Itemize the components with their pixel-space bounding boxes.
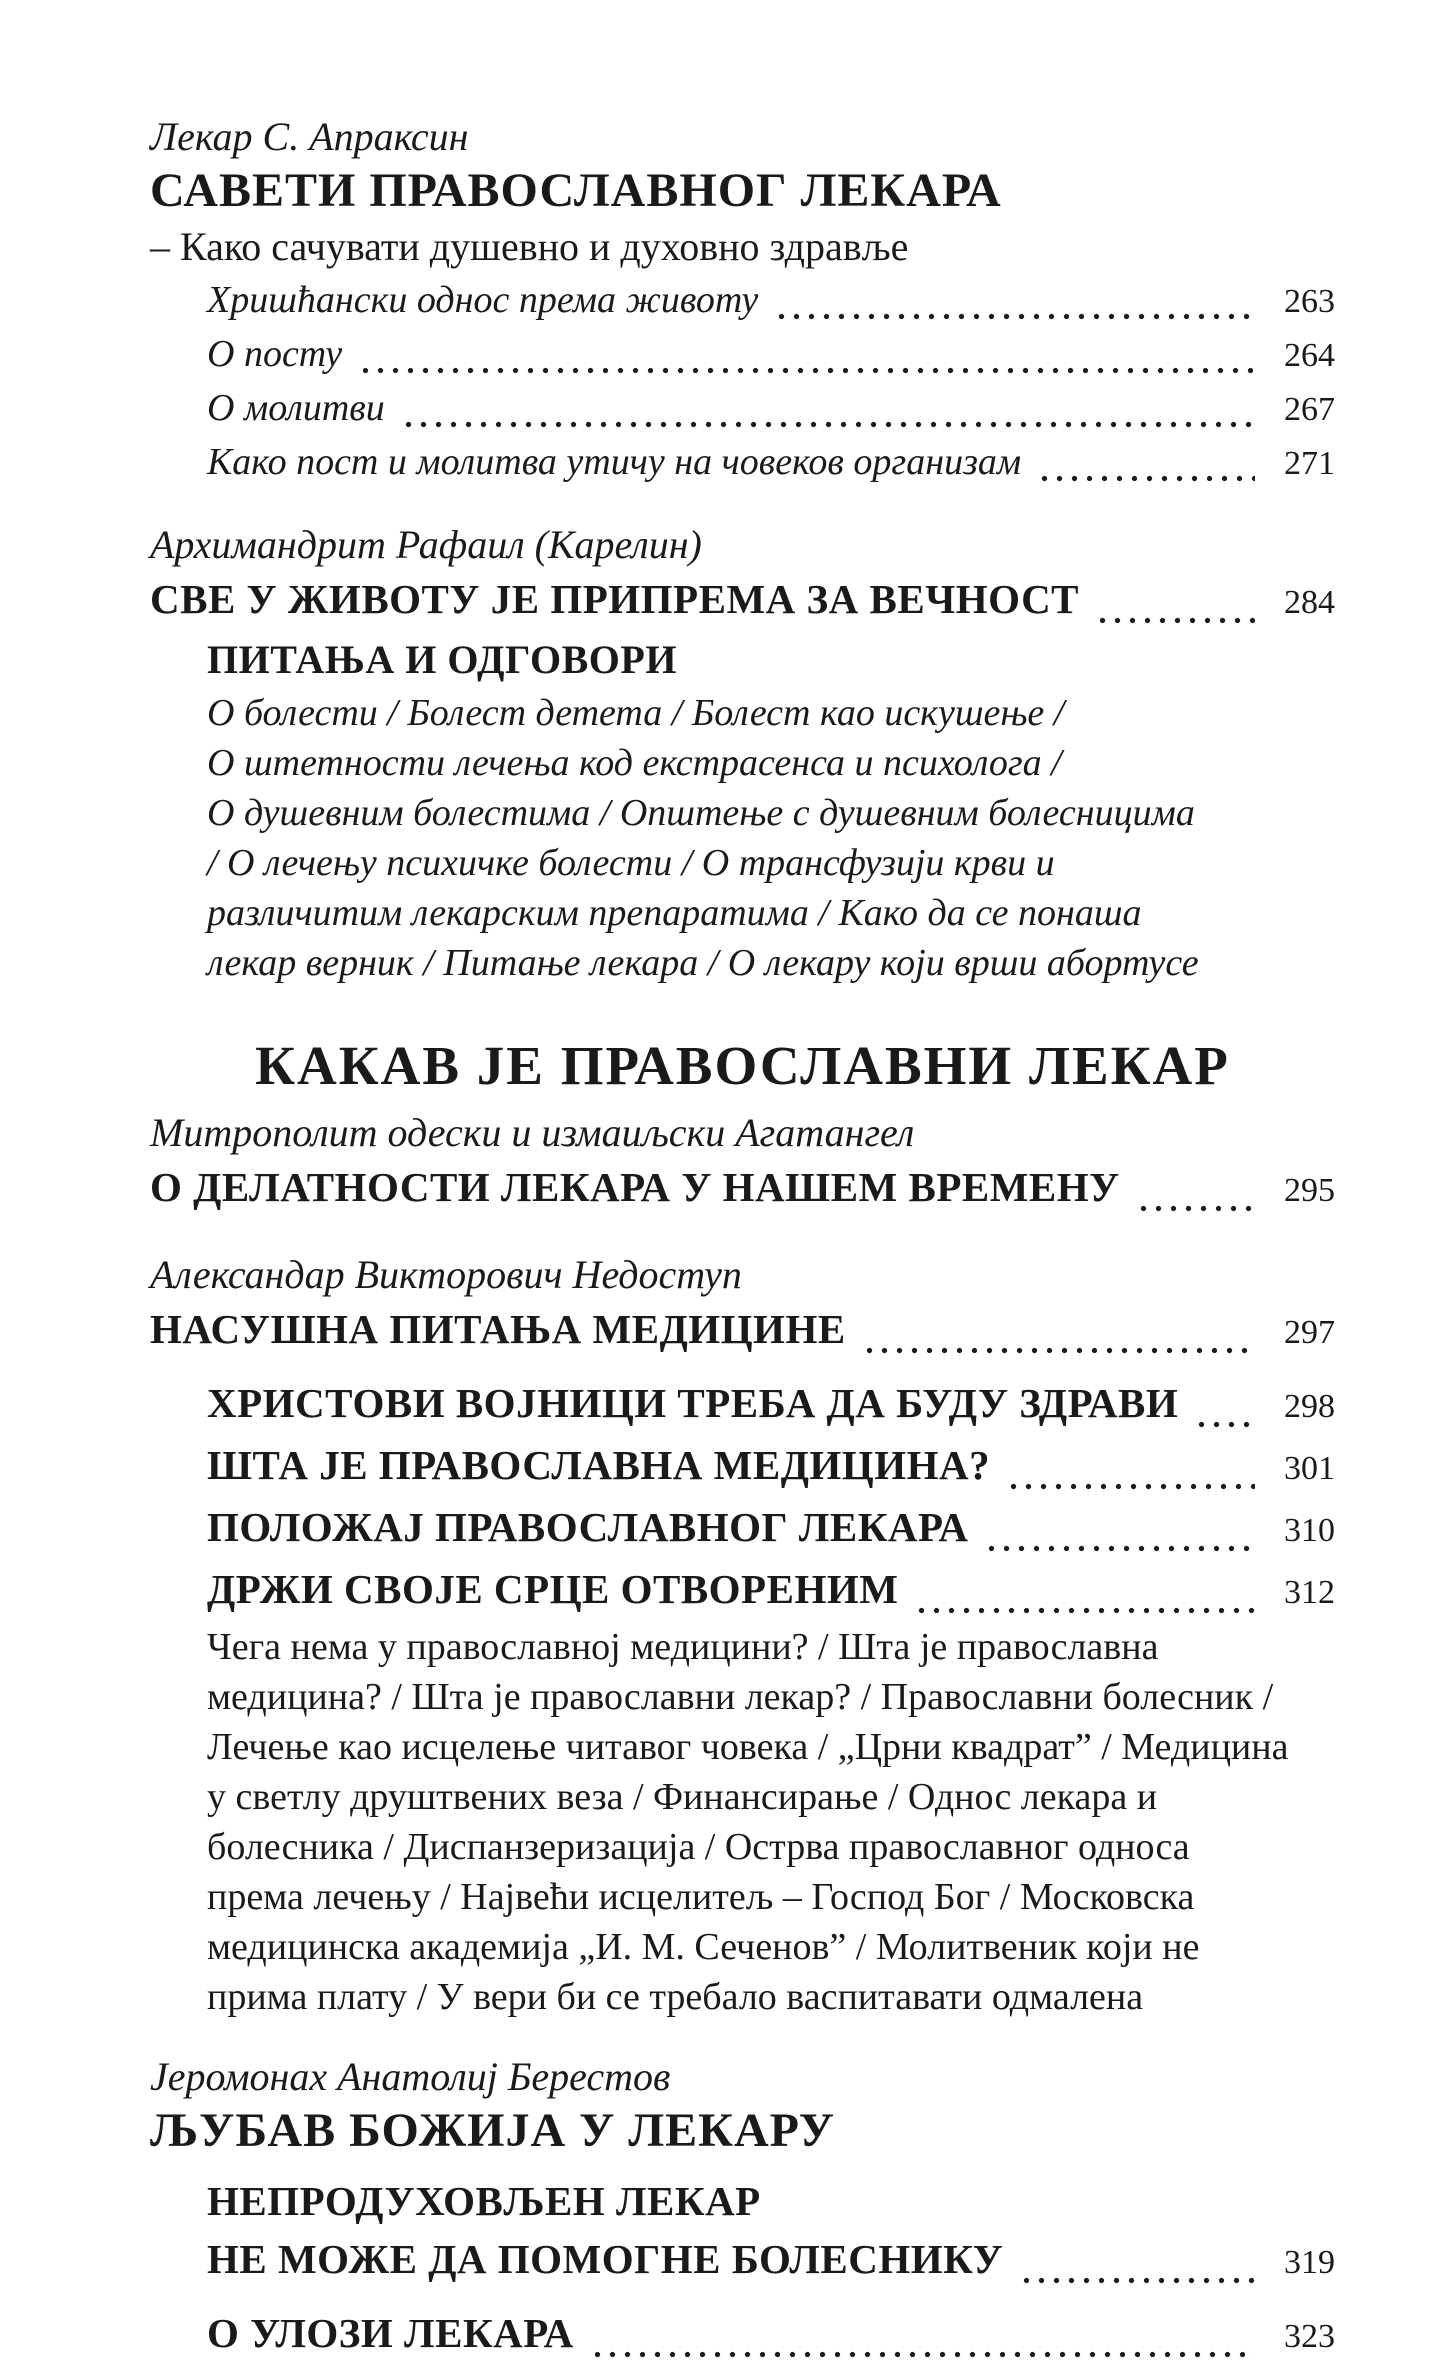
toc-entry: [207, 274, 1335, 328]
dot-leader: [862, 1346, 1255, 1355]
dot-leader: [1037, 474, 1255, 483]
chapter-title: ХРИСТОВИ ВОЈНИЦИ ТРЕБА ДА БУДУ ЗДРАВИ: [207, 1380, 1179, 1426]
book-title: САВЕТИ ПРАВОСЛАВНОГ ЛЕКАРА: [150, 164, 1002, 217]
toc-entry-page: 312: [1284, 1574, 1335, 1611]
chapter-title: О ДЕЛАТНОСТИ ЛЕКАРА У НАШЕМ ВРЕМЕНУ: [150, 1164, 1120, 1210]
toc-entry: [207, 1560, 1335, 1622]
toc-entry: [150, 570, 1335, 632]
topics-line: О штетности лечења код екстрасенса и психолога /: [207, 742, 1062, 784]
toc-entry-page: 263: [1284, 283, 1335, 320]
topics-line: / О лечењу психичке болести / О трансфузији крви и: [207, 842, 1055, 884]
toc-entry-page: 298: [1284, 1388, 1335, 1425]
toc-entry: [150, 1158, 1335, 1220]
chapter-title: НЕПРОДУХОВЉЕН ЛЕКАР: [207, 2178, 761, 2224]
toc-entry: [150, 1300, 1335, 1362]
chapter-title: ПОЛОЖАЈ ПРАВОСЛАВНОГ ЛЕКАРА: [207, 1504, 969, 1550]
dot-leader: [1019, 2276, 1255, 2285]
author-line: Александар Викторович Недоступ: [150, 1252, 742, 1297]
topics-line: О болести / Болест детета / Болест као искушење /: [207, 692, 1065, 734]
topics-block: [207, 688, 1335, 988]
topics-line: у светлу друштвених веза / Финансирање / Однос лекара и: [207, 1776, 1158, 1818]
chapter-title: СВЕ У ЖИВОТУ ЈЕ ПРИПРЕМА ЗА ВЕЧНОСТ: [150, 576, 1080, 622]
dot-leader: [358, 366, 1255, 375]
dot-leader: [590, 2350, 1255, 2359]
toc-entry-page: 310: [1284, 1512, 1335, 1549]
toc-entry-page: 301: [1284, 1450, 1335, 1487]
chapter-title: О УЛОЗИ ЛЕКАРА: [207, 2310, 574, 2356]
toc-entry-page: 264: [1284, 337, 1335, 374]
dot-leader: [1194, 1420, 1255, 1429]
topics-block: [207, 1622, 1335, 2022]
toc-entry-page: 271: [1284, 445, 1335, 482]
author-line: Лекар С. Апраксин: [150, 114, 469, 159]
toc-entry: [207, 1436, 1335, 1498]
topics-line: О душевним болестима / Општење с душевним болесницима: [207, 792, 1195, 834]
toc-entry: [207, 1498, 1335, 1560]
toc-entry: [207, 328, 1335, 382]
chapter-title: НАСУШНА ПИТАЊА МЕДИЦИНЕ: [150, 1306, 846, 1352]
author-line: Митрополит одески и измаиљски Агатангел: [150, 1110, 915, 1155]
chapter-title: ШТА ЈЕ ПРАВОСЛАВНА МЕДИЦИНА?: [207, 1442, 991, 1488]
toc-entry-page: 297: [1284, 1314, 1335, 1351]
dot-leader: [1136, 1204, 1255, 1213]
topics-line: различитим лекарским препаратима / Како да се понаша: [207, 892, 1142, 934]
toc-entry: [207, 436, 1335, 490]
toc-entry-title: Хришћански однос према животу: [207, 279, 759, 321]
dot-leader: [774, 312, 1255, 321]
book-title: ЉУБАВ БОЖИЈА У ЛЕКАРУ: [150, 2104, 835, 2157]
topics-line: Чега нема у православној медицини? / Шта је православна: [207, 1626, 1159, 1668]
chapter-title: НЕ МОЖЕ ДА ПОМОГНЕ БОЛЕСНИКУ: [207, 2236, 1004, 2282]
chapter-title: ДРЖИ СВОЈЕ СРЦЕ ОТВОРЕНИМ: [207, 1566, 899, 1612]
toc-entry-page: 319: [1284, 2244, 1335, 2281]
topics-line: медицина? / Шта је православни лекар? / Православни болесник /: [207, 1676, 1274, 1718]
toc-entry-title: О молитви: [207, 387, 385, 429]
toc-entry-title: Како пост и молитва утичу на човеков организам: [207, 441, 1022, 483]
toc-entry-page: 267: [1284, 391, 1335, 428]
toc-entry-page: 284: [1284, 584, 1335, 621]
author-line: Архимандрит Рафаил (Карелин): [150, 522, 702, 567]
author-line: Јеромонах Анатолиј Берестов: [150, 2054, 671, 2099]
part-heading: КАКАВ ЈЕ ПРАВОСЛАВНИ ЛЕКАР: [255, 1035, 1230, 1096]
dot-leader: [1095, 616, 1255, 625]
dot-leader: [401, 420, 1255, 429]
toc-entry-page: 323: [1284, 2318, 1335, 2355]
topics-line: Лечење као исцелење читавог човека / „Црни квадрат” / Медицина: [207, 1726, 1289, 1768]
toc-entry: [207, 2230, 1335, 2292]
toc-entry-page: 295: [1284, 1172, 1335, 1209]
topics-line: лекар верник / Питање лекара / О лекару који врши абортусе: [207, 942, 1199, 984]
chapter-title-line: [207, 2172, 1335, 2230]
toc-entry: [207, 382, 1335, 436]
toc-entry: [207, 1374, 1335, 1436]
toc-entry-title: О посту: [207, 333, 343, 375]
topics-line: прима плату / У вери би се требало васпитавати одмалена: [207, 1976, 1144, 2018]
dot-leader: [1006, 1482, 1255, 1491]
book-subtitle: – Како сачувати душевно и духовно здравље: [150, 224, 909, 269]
chapter-subheading: ПИТАЊА И ОДГОВОРИ: [207, 637, 677, 682]
topics-line: према лечењу / Највећи исцелитељ – Господ Бог / Московска: [207, 1876, 1195, 1918]
topics-line: медицинска академија „И. М. Сеченов” / Молитвеник који не: [207, 1926, 1200, 1968]
dot-leader: [914, 1606, 1255, 1615]
topics-line: болесника / Диспанзеризација / Острва православног односа: [207, 1826, 1190, 1868]
toc-entry: [207, 2304, 1335, 2366]
dot-leader: [984, 1544, 1255, 1553]
